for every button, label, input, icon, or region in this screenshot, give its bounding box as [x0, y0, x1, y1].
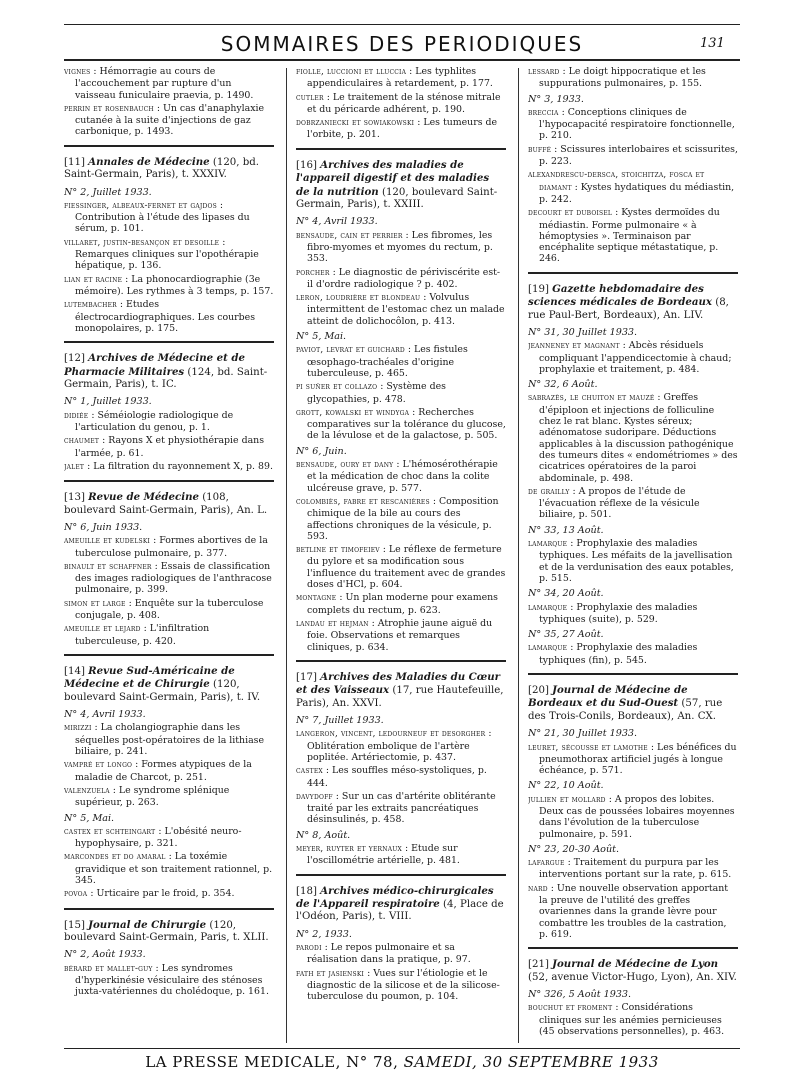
article-title: : Rayons X et physiothérapie dans l'armée, p. 61.	[75, 435, 265, 459]
article-title: : Traitement du purpura par les interventions portant sur la rate, p. 615.	[539, 857, 732, 881]
journal-name: Journal de Médecine de Lyon	[552, 958, 719, 971]
article-entry	[296, 381, 506, 405]
article-entry	[64, 200, 274, 235]
journal-name: Journal de Chirurgie	[88, 918, 207, 931]
article-entry	[528, 340, 738, 375]
article-authors: alexandrescu-dersca, stoichitza, fosca et diamant	[528, 170, 705, 193]
article-title: : La phonocardiographie (3e mémoire). Les rythmes à 3 temps, p. 157.	[75, 273, 274, 297]
article-title: : Prophylaxie des maladies typhiques (suite), p. 529.	[539, 601, 698, 625]
article-authors: lian et racine	[64, 274, 123, 285]
journal-number: [15]	[64, 919, 85, 931]
article-entry	[528, 66, 738, 90]
journal-section	[296, 885, 506, 1003]
issue-label: N° 1, Juillet 1933.	[64, 396, 152, 408]
issue-label: N° 3, 1933.	[528, 93, 584, 105]
article-title: : La cholangiographie dans les séquelles post-opératoires de la lithiase biliaire, p. 241.	[75, 722, 265, 758]
article-title: : A propos de l'étude de l'évacuation réflexe de la vésicule biliaire, p. 501.	[539, 485, 700, 521]
journal-number: [17]	[296, 671, 317, 683]
article-entry	[64, 66, 274, 101]
journal-heading	[296, 885, 506, 924]
article-title: : A propos des lobites. Deux cas de poussées lobaires moyennes dans l'évolution de la tuberculose pulmonaire, p. 591.	[539, 793, 735, 840]
article-authors: breccia	[528, 107, 559, 118]
article-title: : Vues sur l'étiologie et le diagnostic de la silicose et de la silicose-tuberculose du poumon, p. 104.	[307, 967, 500, 1003]
footer-date: 30 SEPTEMBRE 1933	[482, 1053, 659, 1071]
journal-details: (108, boulevard Saint-Germain, Paris), An. L.	[64, 492, 268, 516]
article-entry	[528, 107, 738, 142]
article-authors: mirizzi	[64, 723, 92, 734]
section-rule	[64, 341, 274, 343]
article-title: : La filtration du rayonnement X, p. 89.	[87, 460, 273, 472]
article-entry	[296, 843, 506, 867]
journal-section	[296, 671, 506, 867]
article-title: : Composition chimique de la bile au cours des affections chroniques de la vésicule, p. 593.	[307, 495, 499, 542]
issue-label: N° 8, Août.	[296, 829, 351, 841]
article-authors: lamarque	[528, 539, 568, 550]
article-entry	[64, 759, 274, 783]
article-title: : Une nouvelle observation apportant la preuve de l'utilité des greffes ovariennes dans la grande lèvre pour combattre les troubles de la castration, p. 619.	[539, 882, 729, 940]
journal-section	[64, 491, 274, 647]
journal-heading	[64, 665, 274, 704]
article-authors: meyer, ruyter et yernaux	[296, 843, 402, 854]
article-entry	[296, 407, 506, 442]
page-title: SOMMAIRES DES PERIODIQUES	[220, 32, 584, 56]
issue-label: N° 33, 13 Août.	[528, 524, 604, 536]
article-title: : Atrophie jaune aiguë du foie. Observations et remarques cliniques, p. 634.	[307, 617, 493, 653]
journal-name: Gazette hebdomadaire des sciences médicales de Bordeaux	[528, 282, 712, 309]
article-authors: fath et jasienski	[296, 968, 365, 979]
journal-heading	[64, 491, 274, 517]
footer-rule	[64, 1048, 740, 1049]
issue-label: N° 7, Juillet 1933.	[296, 715, 384, 727]
article-authors: perrin et rosenbauch	[64, 103, 154, 114]
article-entry	[64, 299, 274, 334]
article-entry	[528, 883, 738, 940]
section-rule	[64, 145, 274, 147]
article-entry	[64, 888, 274, 900]
article-title: : Système des glycopathies, p. 478.	[307, 381, 446, 405]
article-authors: landau et hejman	[296, 618, 369, 629]
article-title: : Les typhlites appendiculaires à retardement, p. 177.	[307, 66, 493, 90]
journal-details: (120, boulevard Saint-Germain, Paris), t. XXIII.	[296, 186, 498, 210]
article-title: : Kystes hydatiques du médiastin, p. 242.	[539, 181, 735, 205]
article-entry	[64, 963, 274, 998]
journal-section	[528, 283, 738, 666]
issue-label: N° 22, 10 Août.	[528, 780, 604, 792]
journal-heading	[528, 684, 738, 723]
issue-label: N° 35, 27 Août.	[528, 629, 604, 641]
article-title: : Formes abortives de la tuberculose pulmonaire, p. 377.	[75, 535, 268, 559]
footer-line	[64, 1053, 740, 1071]
article-authors: grott, kowalski et windyga	[296, 407, 410, 418]
journal-heading	[296, 159, 506, 212]
journal-name: Journal de Médecine de Bordeaux et du Sud-Ouest	[528, 683, 688, 710]
article-entry	[296, 544, 506, 590]
article-entry	[296, 292, 506, 327]
article-entry	[64, 274, 274, 298]
issue-label: N° 2, Juillet 1933.	[64, 186, 152, 198]
journal-heading	[64, 919, 274, 945]
article-authors: ameuille et kudelski	[64, 536, 151, 547]
journal-name: Revue Sud-Américaine de Médecine et de Chirurgie	[64, 664, 235, 691]
article-entry	[296, 92, 506, 116]
journal-section	[64, 156, 274, 334]
article-title: : Scissures interlobaires et scissurites, p. 223.	[539, 143, 738, 168]
article-title: : Urticaire par le froid, p. 354.	[90, 888, 235, 900]
article-authors: villaret, justin-besançon et desoille	[64, 237, 220, 248]
journal-name: Archives des maladies de l'appareil digestif et des maladies de la nutrition	[296, 158, 490, 198]
article-authors: castex	[296, 766, 323, 777]
article-entry	[528, 642, 738, 666]
journal-number: [12]	[64, 353, 85, 365]
section-rule	[296, 660, 506, 662]
article-title: : Abcès résiduels compliquant l'appendicectomie à chaud; prophylaxie et traitement, p. 484.	[539, 340, 732, 375]
column-divider	[286, 68, 287, 1043]
article-title: : Le diagnostic de périviscérite est-il d'ordre radiologique ? p. 402.	[307, 266, 501, 290]
article-authors: valenzuela	[64, 785, 110, 796]
journal-details: (57, rue des Trois-Conils, Bordeaux), An. CX.	[528, 698, 723, 722]
article-authors: paviot, levrat et guichard	[296, 345, 405, 356]
article-entry	[64, 561, 274, 596]
article-authors: langeron, vincent, ledourneuf et desorgher	[296, 729, 486, 740]
journal-number: [19]	[528, 283, 549, 295]
article-authors: bensaude, cain et perrier	[296, 230, 403, 241]
article-title: : Un plan moderne pour examens complets du rectum, p. 623.	[307, 592, 498, 616]
column-left	[64, 66, 274, 1041]
article-entry	[528, 486, 738, 521]
article-entry	[296, 117, 506, 141]
article-title: : La toxémie gravidique et son traitement rationnel, p. 345.	[75, 851, 273, 887]
article-title: : Formes atypiques de la maladie de Charcot, p. 251.	[75, 759, 252, 783]
section-rule	[296, 148, 506, 150]
article-authors: lamarque	[528, 602, 568, 613]
article-entry	[528, 602, 738, 626]
journal-number: [13]	[64, 492, 85, 504]
article-title: : Etude sur l'oscillométrie artérielle, p. 481.	[307, 842, 460, 867]
issue-label: N° 326, 5 Août 1933.	[528, 989, 632, 1001]
article-title: : Séméiologie radiologique de l'articulation du genou, p. 1.	[75, 409, 234, 433]
article-authors: vampré et longo	[64, 760, 133, 771]
article-title: : Volvulus intermittent de l'estomac chez un malade atteint de dolichocôlon, p. 413.	[307, 292, 505, 327]
article-entry	[528, 857, 738, 881]
article-title: : Les fibromes, les fibro-myomes et myomes du rectum, p. 353.	[307, 229, 493, 265]
journal-number: [20]	[528, 684, 549, 696]
article-entry	[64, 535, 274, 559]
journal-number: [16]	[296, 159, 317, 171]
article-entry	[64, 410, 274, 434]
article-entry	[296, 968, 506, 1003]
top-rule	[64, 24, 740, 25]
issue-label: N° 34, 20 Août.	[528, 588, 604, 600]
article-title: : Les syndromes d'hyperkinésie vésiculaire des sténoses juxta-vatériennes du cholédoque, p. 161.	[75, 962, 269, 998]
article-title: : Etudes électrocardiographiques. Les courbes monopolaires, p. 175.	[75, 299, 256, 334]
article-entry	[528, 1002, 738, 1037]
section-rule	[296, 874, 506, 876]
article-title: : Le réflexe de fermeture du pylore et sa modification sous l'influence du traitement avec de grandes doses d'HCl, p. 604.	[307, 544, 506, 591]
article-entry	[64, 461, 274, 473]
article-authors: sabrazès, le chuiton et mauzé	[528, 393, 655, 404]
section-rule	[528, 673, 738, 675]
article-title: : Prophylaxie des maladies typhiques. Les méfaits de la javellisation et de la verdunisation des eaux potables, p. 515.	[539, 538, 734, 584]
article-entry	[528, 169, 738, 205]
article-title: : Recherches comparatives sur la tolérance du glucose, de la lévulose et de la galactose, p. 505.	[307, 406, 506, 442]
section-rule	[64, 480, 274, 482]
article-entry	[528, 144, 738, 168]
article-entry	[64, 851, 274, 886]
article-entry	[296, 942, 506, 966]
article-authors: binault et schaffner	[64, 561, 152, 572]
article-entry	[64, 623, 274, 647]
journal-details: (52, avenue Victor-Hugo, Lyon), An. XIV.	[528, 971, 737, 983]
column-divider	[518, 68, 519, 1043]
footer-day: SAMEDI,	[403, 1053, 478, 1071]
article-authors: lessard	[528, 67, 560, 77]
issue-label: N° 5, Mai.	[296, 331, 347, 343]
journal-details: (120, boulevard Saint-Germain, Paris, t. XLII.	[64, 919, 269, 944]
article-entry	[296, 765, 506, 789]
issue-label: N° 21, 30 Juillet 1933.	[528, 728, 638, 740]
article-entry	[528, 794, 738, 840]
article-entry	[296, 728, 506, 763]
article-title: : L'infiltration tuberculeuse, p. 420.	[75, 623, 210, 647]
article-authors: castex et schteingart	[64, 826, 156, 837]
article-authors: jeanneney et magnant	[528, 341, 620, 352]
article-authors: jullien et mollard	[528, 794, 606, 805]
article-authors: buffé	[528, 144, 552, 155]
article-title: : Les fistules œsophago-trachéales d'origine tuberculeuse, p. 465.	[307, 344, 468, 379]
article-authors: bérard et mallet-guy	[64, 963, 153, 974]
footer-journal: LA PRESSE MEDICALE, N° 78,	[145, 1053, 399, 1071]
column-right	[528, 66, 738, 1041]
article-title: : Sur un cas d'artérite oblitérante traité par les extraits pancréatiques désinsulinés, p. 458.	[307, 790, 496, 826]
article-authors: simon et large	[64, 598, 126, 609]
article-title: : Enquête sur la tuberculose conjugale, p. 408.	[75, 597, 264, 622]
article-title: : Oblitération embolique de l'artère poplitée. Artériectomie, p. 437.	[307, 728, 492, 763]
article-entry	[296, 344, 506, 379]
continued-section	[528, 66, 738, 265]
article-entry	[528, 742, 738, 777]
article-authors: bensaude, oury et dany	[296, 460, 394, 471]
article-entry	[64, 826, 274, 850]
article-title: : Hémorragie au cours de l'accouchement par rupture d'un vaisseau funiculaire praevia, p. 1490.	[75, 66, 254, 101]
article-authors: betline et timofeiev	[296, 545, 380, 556]
article-title: : Les souffles méso-systoliques, p. 444.	[307, 765, 487, 789]
column-middle	[296, 66, 506, 1041]
journal-name: Annales de Médecine	[88, 155, 210, 168]
journal-section	[64, 352, 274, 473]
section-rule	[64, 908, 274, 910]
article-entry	[296, 230, 506, 265]
article-title: : L'hémosérothérapie et la médication de choc dans la colite ulcéreuse grave, p. 577.	[307, 459, 498, 494]
article-entry	[528, 392, 738, 483]
article-authors: marcondes et do amaral	[64, 852, 166, 863]
journal-name: Archives de Médecine et de Pharmacie Militaires	[64, 352, 245, 378]
article-authors: bouchut et froment	[528, 1003, 613, 1014]
journal-details: (124, bd. Saint-Germain, Paris), t. IC.	[64, 366, 268, 390]
journal-details: (120, boulevard Saint-Germain, Paris), t. IV.	[64, 679, 261, 703]
article-entry	[296, 496, 506, 542]
article-title: : Remarques cliniques sur l'opothérapie hépatique, p. 136.	[75, 236, 259, 272]
journal-heading	[64, 352, 274, 391]
article-authors: colombiès, fabre et rescanières	[296, 496, 430, 507]
journal-details: (8, rue Paul-Bert, Bordeaux), An. LIV.	[528, 297, 729, 321]
journal-section	[528, 684, 738, 940]
journal-details: (120, bd. Saint-Germain, Paris), t. XXXIV.	[64, 156, 260, 181]
article-authors: lafargue	[528, 858, 565, 869]
article-authors: de grailly	[528, 486, 570, 497]
article-entry	[296, 791, 506, 826]
article-title: : Prophylaxie des maladies typhiques (fin), p. 545.	[539, 642, 698, 666]
article-title: : Considérations cliniques sur les anémies pernicieuses (45 observations personnelles), p. 463.	[539, 1002, 725, 1037]
article-authors: dobrzaniecki et sowiakowski	[296, 118, 415, 129]
article-authors: parodi	[296, 943, 322, 954]
article-authors: ameuille et lejard	[64, 624, 141, 635]
journal-number: [18]	[296, 885, 317, 897]
journal-heading	[528, 958, 738, 984]
journal-section	[296, 159, 506, 653]
issue-label: N° 23, 20-30 Août.	[528, 843, 620, 855]
header-rule	[64, 59, 740, 61]
continued-section	[64, 66, 274, 138]
article-entry	[64, 598, 274, 622]
article-authors: decourt et duboisel	[528, 208, 613, 219]
article-authors: pi suñer et collazo	[296, 382, 378, 393]
article-authors: povoa	[64, 889, 88, 900]
article-title: : Conceptions cliniques de l'hypocapacité respiratoire fonctionnelle, p. 210.	[539, 106, 735, 142]
article-title: : L'obésité neuro-hypophysaire, p. 321.	[75, 825, 242, 850]
journal-number: [14]	[64, 665, 85, 677]
article-authors: davydoff	[296, 791, 333, 802]
journal-number: [21]	[528, 959, 549, 971]
journal-name: Archives médico-chirurgicales de l'Appareil respiratoire	[296, 884, 494, 910]
issue-label: N° 5, Mai.	[64, 812, 115, 824]
section-rule	[528, 947, 738, 949]
journal-section	[64, 665, 274, 901]
article-authors: didiée	[64, 410, 89, 421]
journal-name: Revue de Médecine	[88, 491, 199, 504]
journal-section	[64, 919, 274, 998]
article-title: : Le doigt hippocratique et les suppurations pulmonaires, p. 155.	[539, 66, 706, 90]
article-authors: vignes	[64, 67, 91, 77]
article-authors: lutembacher	[64, 300, 117, 311]
article-entry	[64, 435, 274, 459]
issue-label: N° 4, Avril 1933.	[64, 709, 146, 721]
journal-details: (17, rue Hautefeuille, Paris), An. XXVI.	[296, 685, 504, 709]
article-entry	[64, 722, 274, 757]
article-authors: montagne	[296, 593, 337, 604]
journal-name: Archives des Maladies du Cœur et des Vaisseaux	[296, 670, 501, 697]
article-authors: fiolle, luccioni et lluccia	[296, 67, 407, 77]
issue-label: N° 6, Juin 1933.	[64, 521, 143, 533]
article-entry	[296, 592, 506, 616]
journal-heading	[528, 283, 738, 322]
page-number: 131	[700, 36, 725, 51]
article-authors: leron, loudrière et blondeau	[296, 293, 421, 304]
article-authors: jalet	[64, 461, 85, 472]
article-entry	[296, 267, 506, 291]
article-title: : Les bénéfices du pneumothorax artificiel jugés à longue échéance, p. 571.	[539, 741, 737, 777]
article-title: : Les tumeurs de l'orbite, p. 201.	[307, 117, 498, 141]
continued-section	[296, 66, 506, 141]
journal-heading	[296, 671, 506, 710]
issue-label: N° 6, Juin.	[296, 445, 347, 457]
article-authors: leuret, sécousse et lamothe	[528, 742, 648, 753]
article-entry	[64, 237, 274, 272]
article-authors: nard	[528, 883, 548, 894]
article-entry	[296, 66, 506, 90]
journal-details: (4, Place de l'Odéon, Paris), t. VIII.	[296, 898, 504, 923]
article-entry	[296, 459, 506, 494]
issue-label: N° 2, 1933.	[296, 928, 352, 940]
section-rule	[64, 654, 274, 656]
article-title: : Greffes d'épiploon et injections de folliculine chez le rat blanc. Kystes séreux; adénomatose sudoripare. Déductions applicables à la discussion pathogénique des tumeurs dites « endométriomes » des cicatrices opératoires de la paroi abdominale, p. 498.	[539, 392, 738, 484]
article-entry	[296, 618, 506, 653]
issue-label: N° 32, 6 Août.	[528, 379, 598, 391]
article-entry	[528, 538, 738, 584]
issue-label: N° 2, Août 1933.	[64, 949, 146, 961]
journal-heading	[64, 156, 274, 182]
article-title: : Contribution à l'étude des lipases du sérum, p. 101.	[75, 199, 250, 235]
article-authors: cutler	[296, 92, 324, 103]
article-authors: lamarque	[528, 643, 568, 654]
article-entry	[64, 785, 274, 809]
section-rule	[528, 272, 738, 274]
journal-number: [11]	[64, 156, 85, 168]
article-entry	[64, 103, 274, 138]
article-title: : Le syndrome splénique supérieur, p. 263.	[75, 784, 230, 809]
article-title: : Un cas d'anaphylaxie cutanée à la suite d'injections de gaz carbonique, p. 1493.	[75, 102, 265, 138]
article-title: : Le traitement de la sténose mitrale et du péricarde adhérent, p. 190.	[307, 91, 501, 115]
issue-label: N° 4, Avril 1933.	[296, 216, 378, 228]
article-title: : Essais de classification des images radiologiques de l'anthracose pulmonaire, p. 399.	[75, 560, 272, 596]
issue-label: N° 31, 30 Juillet 1933.	[528, 326, 638, 338]
article-authors: porcher	[296, 267, 330, 278]
article-entry	[528, 207, 738, 264]
article-title: : Kystes dermoïdes du médiastin. Forme pulmonaire « à hémoptysies ». Terminaison par encéphalite septique métastatique, p. 246.	[539, 207, 720, 265]
article-title: : Le repos pulmonaire et sa réalisation dans la pratique, p. 97.	[307, 942, 471, 966]
journal-section	[528, 958, 738, 1037]
article-authors: fiessinger, albeaux-fernet et gajdos	[64, 200, 217, 211]
article-authors: chaumet	[64, 436, 100, 447]
